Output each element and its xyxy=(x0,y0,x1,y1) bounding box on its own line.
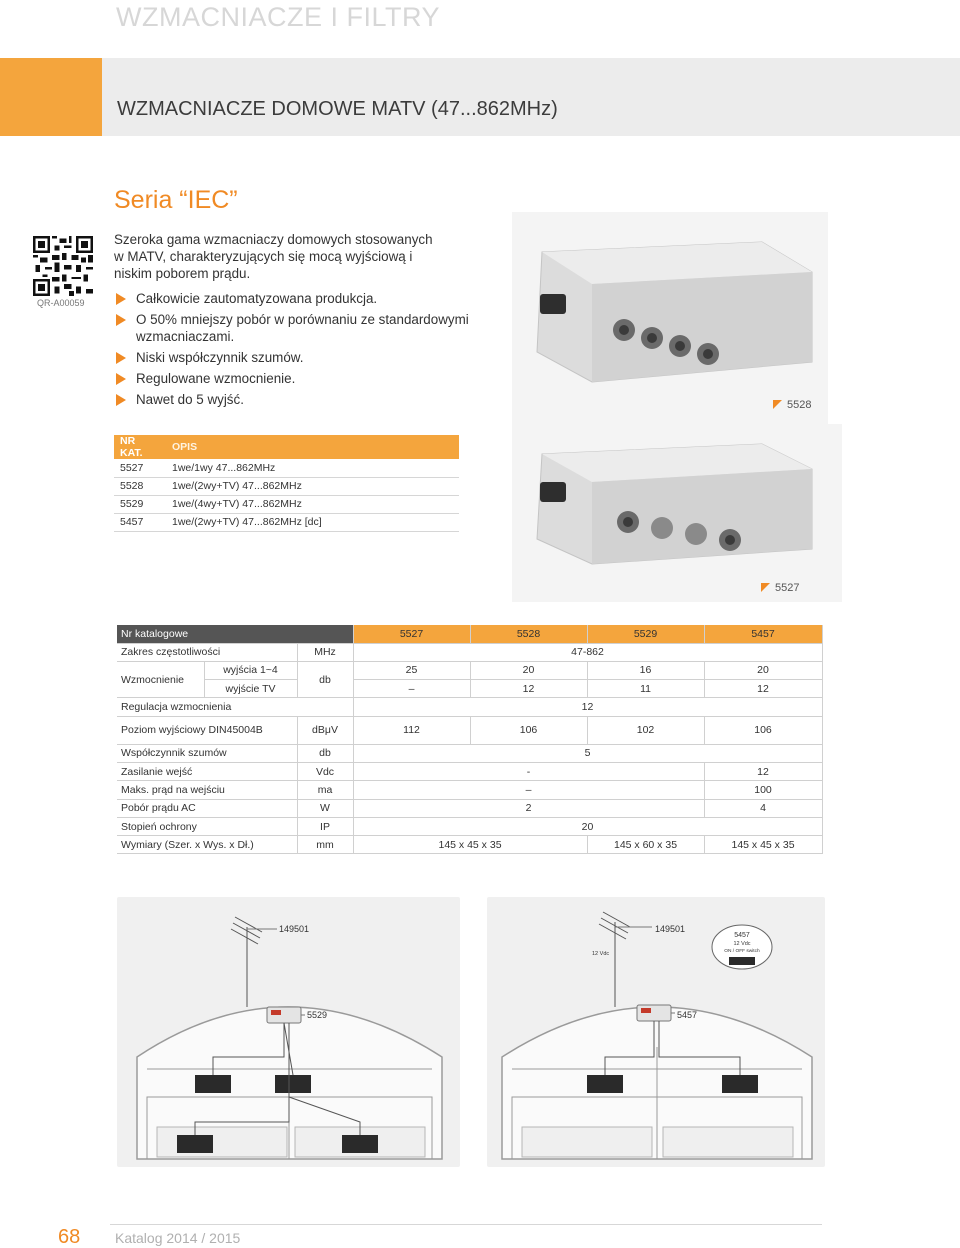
spec-value: 145 x 45 x 35 xyxy=(704,836,822,854)
antenna-icon xyxy=(599,912,630,1007)
spec-unit: mm xyxy=(297,836,353,854)
antenna-icon xyxy=(231,917,262,1007)
spec-sublabel: wyjście TV xyxy=(204,680,297,698)
spec-model: 5528 xyxy=(470,625,587,643)
table-row xyxy=(117,698,822,716)
spec-label: Stopień ochrony xyxy=(117,817,297,835)
feature-item: Nawet do 5 wyjść. xyxy=(114,391,474,408)
installation-diagram-5529 xyxy=(117,897,460,1167)
spec-model: 5529 xyxy=(587,625,704,643)
spec-label: Wymiary (Szer. x Wys. x Dł.) xyxy=(117,836,297,854)
amplifier-icon xyxy=(267,1007,301,1023)
catalog-opis: 1we/1wy 47...862MHz xyxy=(166,459,459,477)
spec-value: 2 xyxy=(353,799,704,817)
amplifier-5527-icon xyxy=(512,424,842,602)
product-photo-5528 xyxy=(512,212,828,424)
spec-label: Wzmocnienie xyxy=(117,661,204,698)
spec-value: 20 xyxy=(704,661,822,679)
page-number: 68 xyxy=(58,1226,81,1248)
spec-unit: db xyxy=(297,744,353,762)
spec-value: 47-862 xyxy=(353,643,822,661)
spec-unit: IP xyxy=(297,817,353,835)
catalog-label: Katalog 2014 / 2015 xyxy=(115,1230,241,1246)
spec-value: 102 xyxy=(587,716,704,744)
table-row xyxy=(117,680,822,698)
spec-value: 20 xyxy=(353,817,822,835)
table-row xyxy=(114,459,459,477)
footer-divider xyxy=(110,1224,822,1225)
section-tab xyxy=(0,58,102,136)
spec-value: 106 xyxy=(704,716,822,744)
feature-item: Regulowane wzmocnienie. xyxy=(114,370,474,387)
section-band xyxy=(102,58,960,136)
spec-value: 106 xyxy=(470,716,587,744)
spec-label: Pobór prądu AC xyxy=(117,799,297,817)
spec-value: 5 xyxy=(353,744,822,762)
table-row xyxy=(117,817,822,835)
photo-label-5527: 5527 xyxy=(761,582,799,594)
spec-value: 12 xyxy=(470,680,587,698)
feature-item: Niski współczynnik szumów. xyxy=(114,349,474,366)
spec-value: 112 xyxy=(353,716,470,744)
house-icon xyxy=(502,1007,812,1159)
spec-model: 5457 xyxy=(704,625,822,643)
spec-unit: Vdc xyxy=(297,762,353,780)
category-title: WZMACNIACZE I FILTRY xyxy=(116,2,441,32)
product-photo-5527 xyxy=(512,424,842,602)
spec-unit: dBμV xyxy=(297,716,353,744)
psu-spec-label: 12 Vdc xyxy=(733,941,751,947)
spec-value: – xyxy=(353,781,704,799)
spec-value: - xyxy=(353,762,704,780)
series-title: Seria “IEC” xyxy=(114,186,238,214)
spec-label: Współczynnik szumów xyxy=(117,744,297,762)
table-row xyxy=(114,513,459,531)
spec-unit: MHz xyxy=(297,643,353,661)
spec-unit: ma xyxy=(297,781,353,799)
spec-value: 145 x 45 x 35 xyxy=(353,836,587,854)
spec-sublabel: wyjścia 1~4 xyxy=(204,661,297,679)
feature-list xyxy=(114,290,474,412)
spec-label: Poziom wyjściowy DIN45004B xyxy=(117,716,297,744)
spec-label: Zakres częstotliwości xyxy=(117,643,297,661)
spec-value: 100 xyxy=(704,781,822,799)
table-row xyxy=(117,799,822,817)
amplifier-code-label: 5529 xyxy=(307,1010,328,1020)
psu-code-label: 5457 xyxy=(734,932,750,939)
spec-value: 145 x 60 x 35 xyxy=(587,836,704,854)
table-row xyxy=(117,744,822,762)
antenna-code-label: 149501 xyxy=(279,924,310,934)
spec-value: 11 xyxy=(587,680,704,698)
amplifier-icon xyxy=(637,1005,671,1021)
psu-voltage-label: 12 Vdc xyxy=(592,951,610,957)
table-row xyxy=(117,836,822,854)
spec-value: 25 xyxy=(353,661,470,679)
section-title: WZMACNIACZE DOMOWE MATV (47...862MHz) xyxy=(117,98,558,120)
table-row xyxy=(117,661,822,679)
table-row xyxy=(117,643,822,661)
spec-table xyxy=(117,625,823,854)
installation-diagram-5457 xyxy=(487,897,825,1167)
qr-code-id: QR-A00059 xyxy=(37,298,85,308)
amplifier-code-label: 5457 xyxy=(677,1010,698,1020)
table-row xyxy=(117,625,822,643)
table-row xyxy=(117,716,822,744)
intro-text: Szeroka gama wzmacniaczy domowych stosowanych w MATV, charakteryzujących się mocą wyjściową i niskim poborem prądu. xyxy=(114,232,433,281)
table-row xyxy=(117,762,822,780)
catalog-nr: 5527 xyxy=(114,459,166,477)
feature-item: O 50% mniejszy pobór w porównaniu ze standardowymi wzmacniaczami. xyxy=(114,311,474,345)
spec-model: 5527 xyxy=(353,625,470,643)
table-row xyxy=(114,495,459,513)
spec-value: – xyxy=(353,680,470,698)
spec-value: 12 xyxy=(704,680,822,698)
catalog-opis: 1we/(2wy+TV) 47...862MHz xyxy=(166,477,459,495)
qr-code xyxy=(33,236,93,296)
catalog-nr: 5529 xyxy=(114,495,166,513)
antenna-code-label: 149501 xyxy=(655,924,686,934)
catalog-nr: 5457 xyxy=(114,513,166,531)
catalog-table xyxy=(114,435,459,532)
catalog-header-nr: NR KAT. xyxy=(114,435,166,459)
spec-label: Zasilanie wejść xyxy=(117,762,297,780)
spec-label: Regulacja wzmocnienia xyxy=(117,698,353,716)
psu-switch-label: ON / OFF switch xyxy=(724,949,760,954)
spec-value: 16 xyxy=(587,661,704,679)
photo-label-5528: 5528 xyxy=(773,399,811,411)
spec-value: 4 xyxy=(704,799,822,817)
feature-item: Całkowicie zautomatyzowana produkcja. xyxy=(114,290,474,307)
spec-unit: db xyxy=(297,661,353,698)
table-row xyxy=(114,477,459,495)
spec-value: 20 xyxy=(470,661,587,679)
table-row xyxy=(117,781,822,799)
catalog-opis: 1we/(4wy+TV) 47...862MHz xyxy=(166,495,459,513)
catalog-opis: 1we/(2wy+TV) 47...862MHz [dc] xyxy=(166,513,459,531)
spec-value: 12 xyxy=(704,762,822,780)
spec-value: 12 xyxy=(353,698,822,716)
spec-header-label: Nr katalogowe xyxy=(117,625,353,643)
spec-unit: W xyxy=(297,799,353,817)
catalog-nr: 5528 xyxy=(114,477,166,495)
spec-label: Maks. prąd na wejściu xyxy=(117,781,297,799)
amplifier-5528-icon xyxy=(512,212,828,424)
catalog-header-opis: OPIS xyxy=(166,435,459,459)
